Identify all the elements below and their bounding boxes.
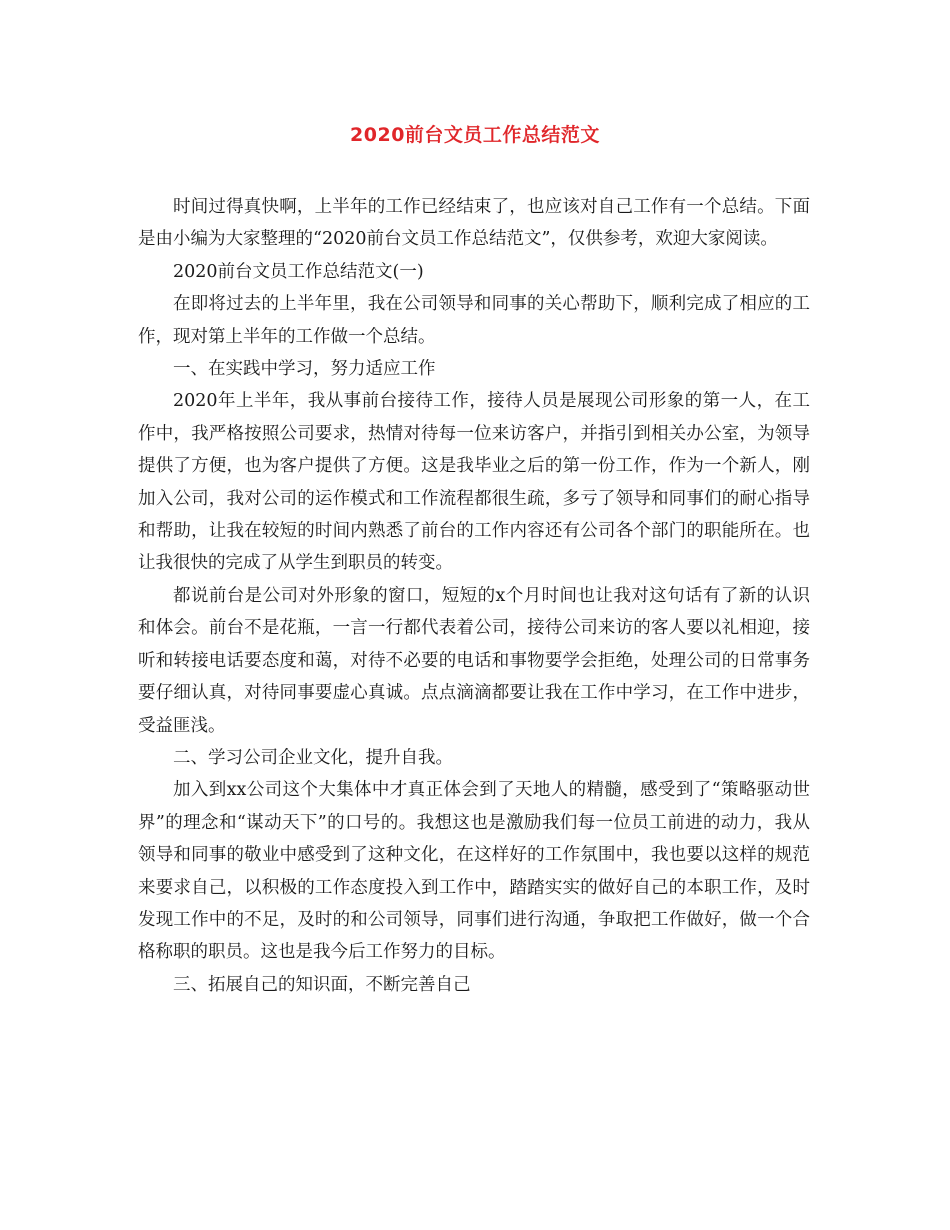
subheading-learning: 一、在实践中学习，努力适应工作 (173, 359, 436, 380)
subheading-culture: 二、学习公司企业文化，提升自我。 (173, 747, 453, 768)
paragraph: 在即将过去的上半年里，我在公司领导和同事的关心帮助下，顺利完成了相应的工作，现对第上半年的工作做一个总结。 (138, 294, 810, 347)
paragraph-intro: 时间过得真快啊，上半年的工作已经结束了，也应该对自己工作有一个总结。下面是由小编为大家整理的“2020前台文员工作总结范文”，仅供参考，欢迎大家阅读。 (138, 197, 810, 250)
paragraph: 加入到xx公司这个大集体中才真正体会到了天地人的精髓，感受到了“策略驱动世界”的理念和“谋动天下”的口号的。我想这也是激励我们每一位员工前进的动力，我从领导和同事的敬业中感受到了这种文化，在这样好的工作氛围中，我也要以这样的规范来要求自己，以积极的工作态度投入到工作中，踏踏实实的做好自己的本职工作，及时发现工作中的不足，及时的和公司领导，同事们进行沟通，争取把工作做好，做一个合格称职的职员。这也是我今后工作努力的目标。 (138, 780, 810, 963)
document-title: 2020前台文员工作总结范文 (350, 124, 600, 146)
subheading-knowledge: 三、拓展自己的知识面，不断完善自己 (173, 974, 471, 995)
section-heading-one: 2020前台文员工作总结范文(一) (173, 261, 424, 282)
document-body (138, 191, 810, 1001)
paragraph: 都说前台是公司对外形象的窗口，短短的x个月时间也让我对这句话有了新的认识和体会。前台不是花瓶，一言一行都代表着公司，接待公司来访的客人要以礼相迎，接听和转接电话要态度和蔼，对待不必要的电话和事物要学会拒绝，处理公司的日常事务要仔细认真，对待同事要虚心真诚。点点滴滴都要让我在工作中学习，在工作中进步，受益匪浅。 (138, 585, 810, 736)
paragraph: 2020年上半年，我从事前台接待工作，接待人员是展现公司形象的第一人，在工作中，我严格按照公司要求，热情对待每一位来访客户，并指引到相关办公室，为领导提供了方便，也为客户提供了方便。这是我毕业之后的第一份工作，作为一个新人，刚加入公司，我对公司的运作模式和工作流程都很生疏，多亏了领导和同事们的耐心指导和帮助，让我在较短的时间内熟悉了前台的工作内容还有公司各个部门的职能所在。也让我很快的完成了从学生到职员的转变。 (138, 391, 810, 574)
